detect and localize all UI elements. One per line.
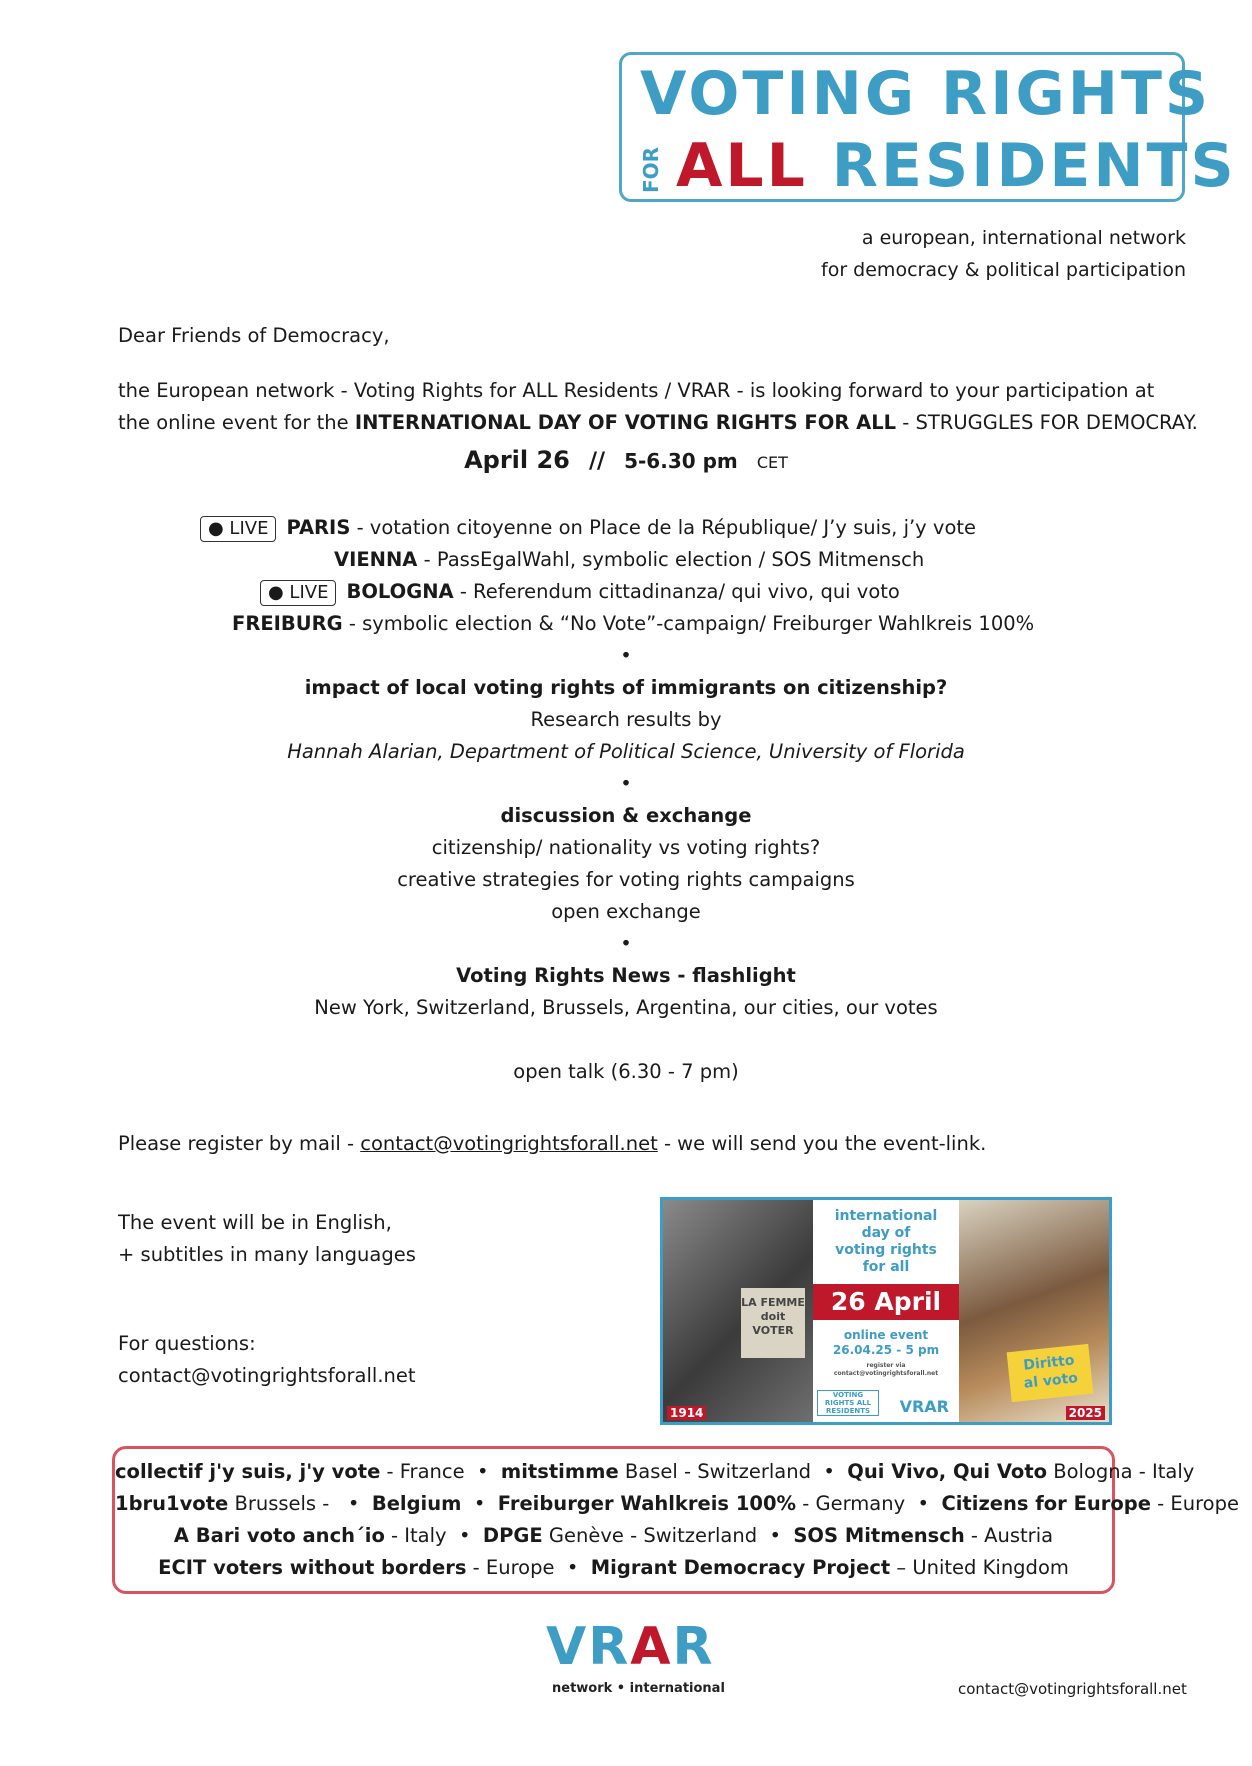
poster-line: VOTER [752,1324,794,1337]
banner-year-left: 1914 [667,1406,706,1420]
partner-location: - France [380,1460,465,1483]
bullet-2: • [620,772,632,795]
banner-register-line: contact@votingrightsforall.net [833,1370,939,1377]
vienna-city: VIENNA [334,548,418,571]
live-badge-paris: ● LIVE [200,516,276,542]
language-line2: + subtitles in many languages [118,1243,416,1266]
vrar-wordmark [546,1617,715,1677]
partner-name: mitstimme [500,1460,619,1483]
event-tz: CET [756,453,788,472]
program-freiburg [232,608,1034,640]
sign-line: Diritto [1022,1352,1076,1374]
partner-location: Basel - Switzerland [618,1460,811,1483]
poster-line: doit [760,1310,786,1323]
modern-photo [959,1200,1109,1422]
partners-row [115,1520,1112,1552]
banner-small-logo: VOTING RIGHTS ALL RESIDENTS [817,1390,879,1416]
partner-location: Bologna - Italy [1047,1460,1195,1483]
news-title: Voting Rights News - flashlight [456,964,796,987]
discussion-item: open exchange [551,900,701,923]
tagline [821,222,1186,286]
banner-title [813,1200,959,1276]
vrar-r: R [672,1617,715,1677]
vrar-header-logo [619,52,1237,202]
logo-for-vertical [636,137,666,197]
banner-title-line: day of [861,1225,911,1241]
partner-name: Migrant Democracy Project [590,1556,891,1579]
partner-separator: • [811,1460,848,1483]
discussion-item: citizenship/ nationality vs voting rights? [431,836,821,859]
partner-name: Citizens for Europe [941,1492,1151,1515]
partner-name: Belgium [371,1492,462,1515]
banner-poster [741,1288,805,1358]
partner-name: A Bari voto anch´io [173,1524,385,1547]
banner-vrar: VRAR [899,1397,949,1416]
banner-online [813,1328,959,1358]
partner-location: Brussels - [228,1492,336,1515]
open-talk: open talk (6.30 - 7 pm) [513,1060,739,1083]
program-vienna [334,544,924,576]
partners-row [115,1552,1112,1584]
freiburg-text: - symbolic election & “No Vote”-campaign/ Freiburger Wahlkreis 100% [342,612,1035,635]
bullet-3: • [620,932,632,955]
register-line [118,1128,986,1160]
event-date [0,442,1252,481]
partner-separator: • [446,1524,483,1547]
poster-line: LA FEMME [741,1296,805,1309]
vrar-v: V [546,1617,589,1677]
partners-box [112,1446,1239,1594]
svg-text:FOR: FOR [639,146,663,193]
live-badge-bologna: ● LIVE [260,580,336,606]
banner-center [813,1200,959,1422]
historic-photo [663,1200,813,1422]
vrar-letter: R [588,1617,631,1677]
questions-label: For questions: [118,1332,256,1355]
banner-year-right: 2025 [1066,1406,1105,1420]
partner-location: - Austria [964,1524,1054,1547]
partner-location: - Europe [1150,1492,1239,1515]
partner-separator: • [461,1492,498,1515]
questions-email: contact@votingrightsforall.net [118,1364,416,1387]
event-time: 5-6.30 pm [624,449,738,473]
partner-name: ECIT voters without borders [158,1556,467,1579]
logo-line2 [676,131,1237,201]
bologna-city: BOLOGNA [346,580,454,603]
partner-name: Freiburger Wahlkreis 100% [497,1492,797,1515]
tagline-line2: for democracy & political participation [821,259,1186,281]
vrar-footer-logo [546,1617,725,1705]
partner-location: Genève - Switzerland [542,1524,758,1547]
intro-line2-pre: the online event for the [118,411,355,434]
logo-all: ALL [676,131,808,201]
program-bologna [260,576,900,608]
partner-name: SOS Mitmensch [793,1524,965,1547]
partner-location: - Italy [384,1524,447,1547]
program-center [0,640,1252,1088]
partner-name: 1bru1vote [115,1492,229,1515]
partner-location: - Germany [796,1492,906,1515]
discussion-item: creative strategies for voting rights campaigns [397,868,855,891]
partner-separator: • [335,1492,372,1515]
intro [118,375,1198,439]
footer-email: contact@votingrightsforall.net [958,1680,1187,1698]
partner-separator: • [554,1556,591,1579]
partner-separator: • [905,1492,942,1515]
logo-line1: VOTING RIGHTS [640,59,1212,129]
partner-location: – United Kingdom [890,1556,1069,1579]
banner-register [813,1362,959,1378]
banner-online-line: 26.04.25 - 5 pm [832,1343,940,1357]
intro-line1: the European network - Voting Rights for ALL Residents / VRAR - is looking forward to your participation at [118,379,1155,402]
partners-row [115,1456,1195,1488]
language-info [118,1207,416,1271]
register-post: - we will send you the event-link. [657,1132,987,1155]
questions [118,1328,416,1392]
register-pre: Please register by mail - [118,1132,361,1155]
bologna-text: - Referendum cittadinanza/ qui vivo, qui voto [453,580,900,603]
banner-date: 26 April [813,1284,959,1320]
event-sep: // [588,449,606,474]
partner-separator: • [757,1524,794,1547]
banner-title-line: international [834,1208,938,1224]
vrar-ra [588,1617,672,1677]
vrar-letter-red: A [630,1617,673,1677]
banner-online-line: online event [843,1328,929,1342]
event-banner-image [660,1197,1112,1425]
bullet-1: • [620,644,632,667]
researcher: Hannah Alarian, Department of Political Science, University of Florida [287,740,965,763]
partner-name: collectif j'y suis, j'y vote [115,1460,381,1483]
partner-name: Qui Vivo, Qui Voto [847,1460,1048,1483]
paris-text: - votation citoyenne on Place de la République/ J’y suis, j’y vote [350,516,977,539]
partners-row [115,1488,1239,1520]
intro-line2 [118,407,1198,439]
discussion-title: discussion & exchange [500,804,752,827]
partner-separator: • [464,1460,501,1483]
intro-line2-post: - STRUGGLES FOR DEMOCRAY. [896,411,1198,434]
impact-title: impact of local voting rights of immigrants on citizenship? [304,676,948,699]
partner-location: - Europe [466,1556,555,1579]
vienna-text: - PassEgalWahl, symbolic election / SOS Mitmensch [417,548,925,571]
sign-line: al voto [1023,1370,1079,1392]
tagline-line1: a european, international network [861,227,1186,249]
news-text: New York, Switzerland, Brussels, Argentina, our cities, our votes [314,996,938,1019]
intro-line2-bold: INTERNATIONAL DAY OF VOTING RIGHTS FOR ALL [354,411,897,434]
banner-title-line: for all [862,1259,910,1275]
event-day: April 26 [464,446,570,474]
language-line1: The event will be in English, [118,1211,392,1234]
paris-city: PARIS [286,516,351,539]
logo-residents: RESIDENTS [831,131,1237,201]
register-email-link[interactable]: contact@votingrightsforall.net [360,1132,658,1155]
research-by: Research results by [530,708,722,731]
program-paris [200,512,976,544]
banner-sign [1007,1344,1094,1402]
vrar-subtitle: network • international [552,1681,725,1696]
freiburg-city: FREIBURG [232,612,343,635]
partner-name: DPGE [482,1524,543,1547]
greeting: Dear Friends of Democracy, [118,324,390,347]
banner-register-line: register via [866,1362,906,1369]
banner-title-line: voting rights [835,1242,937,1258]
